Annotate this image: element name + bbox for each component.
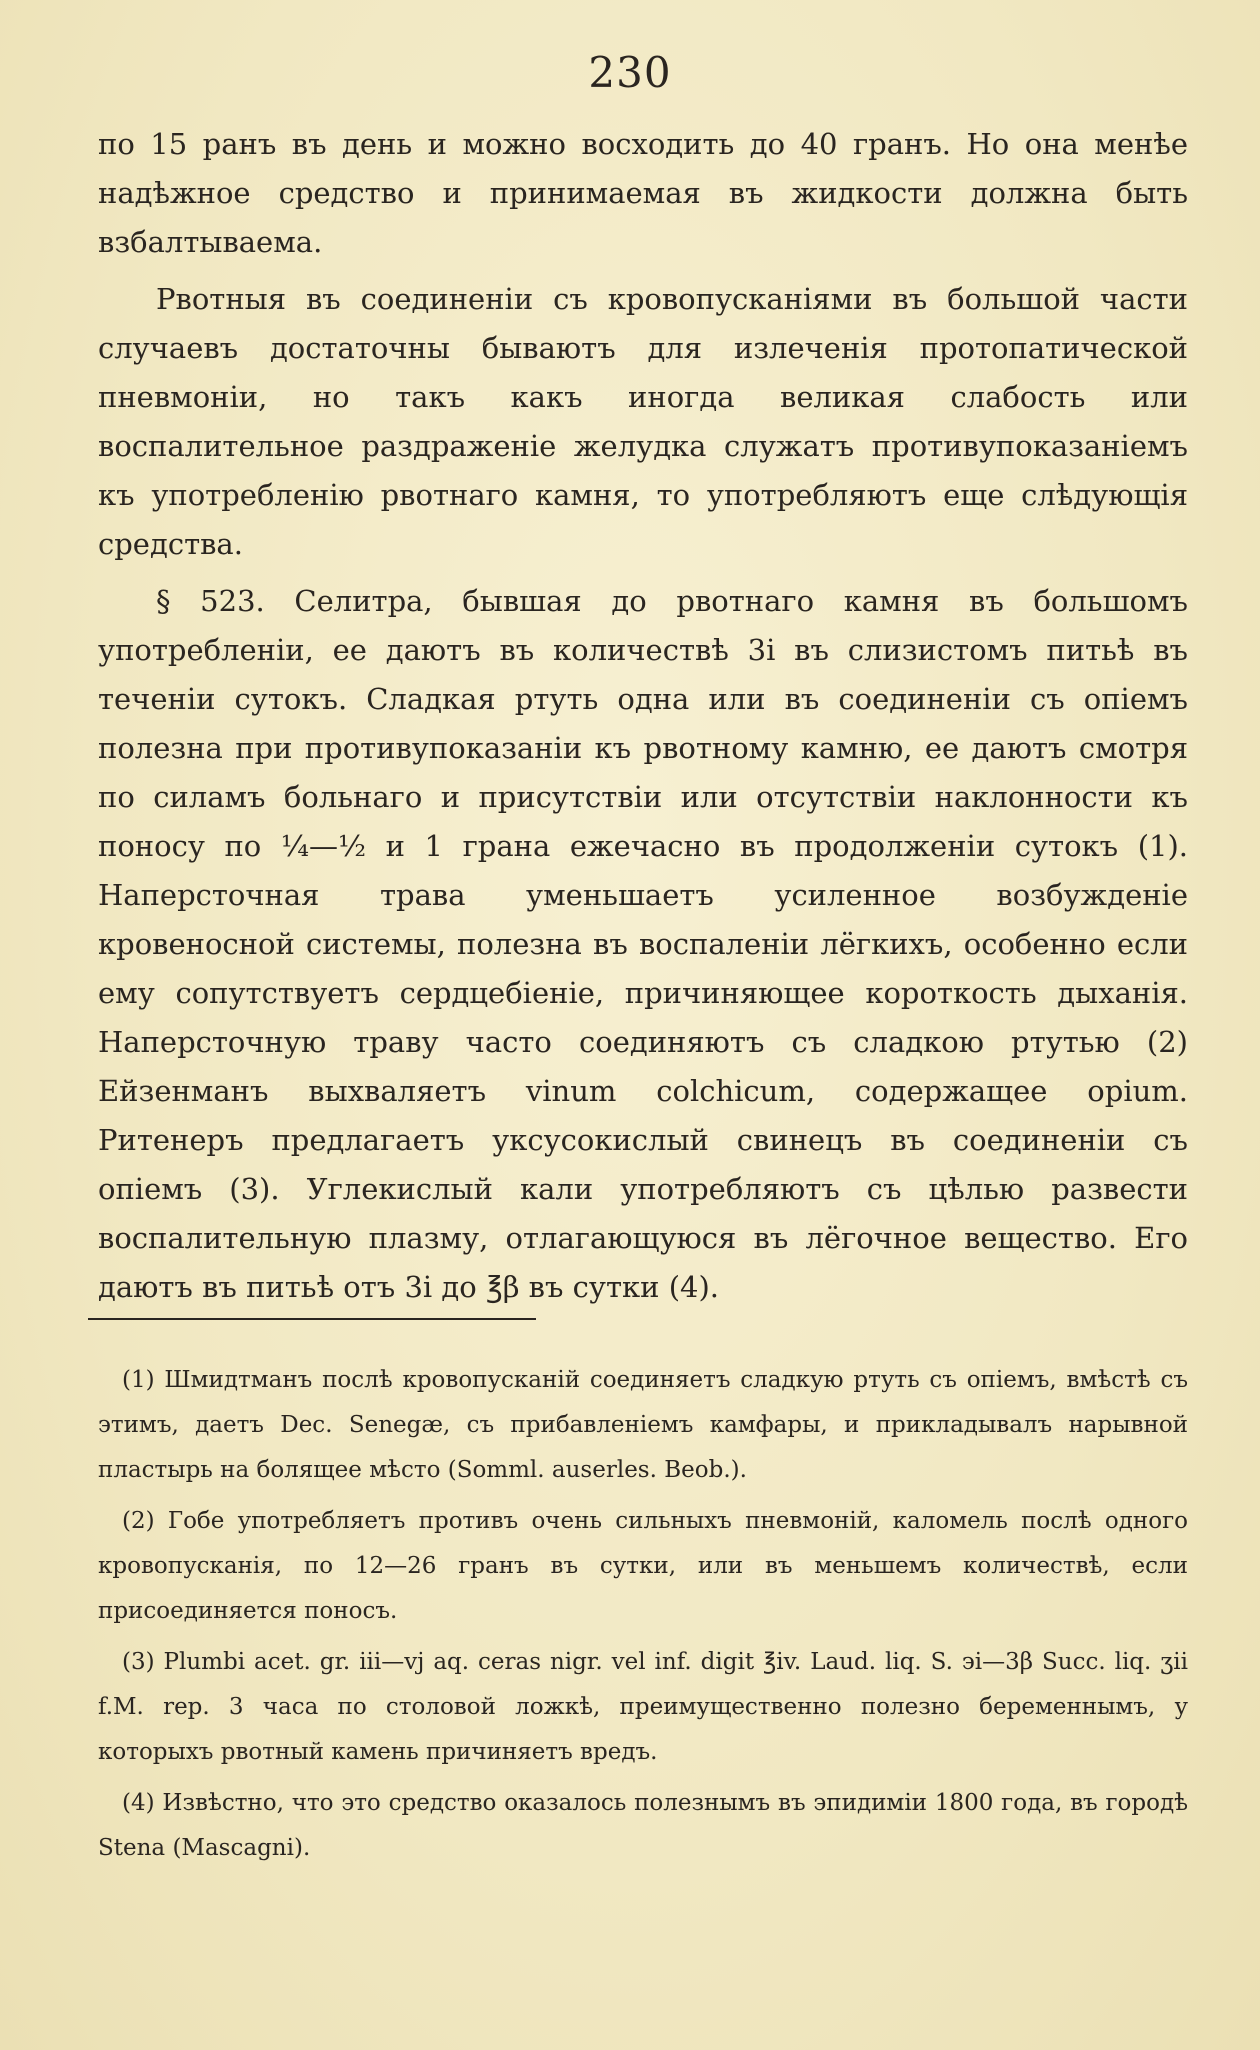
paragraph-3: § 523. Селитра, бывшая до рвотнаго камня въ большомъ употребленіи, ее даютъ въ количествѣ 3і въ слизистомъ питьѣ въ теченіи сутокъ. Сладкая ртуть одна или въ соединеніи съ опіемъ полезна при противупоказаніи къ рвотному камню, ее даютъ смотря по силамъ больнаго и присутствіи или отсутствіи наклонности къ поносу по ¼—½ и 1 грана ежечасно въ продолженіи сутокъ (1). Наперсточная трава уменьшаетъ усиленное возбужденіе кровеносной системы, полезна въ воспаленіи лёгкихъ, особенно если ему сопутствуетъ сердцебіеніе, причиняющее короткость дыханія. Наперсточную траву часто соединяютъ съ сладкою ртутью (2) Ейзенманъ выхваляетъ vinum colchicum, содержащее opium. Ритенеръ предлагаетъ уксусокислый свинецъ въ соединеніи съ опіемъ (3). Углекислый кали употребляютъ съ цѣлью развести воспалительную плазму, отлагающуюся въ лёгочное вещество. Его даютъ въ питьѣ отъ 3і до ℥β въ сутки (4). <box>98 584 1188 1304</box>
footnote-1: (1) Шмидтманъ послѣ кровопусканій соединяетъ сладкую ртуть съ опіемъ, вмѣстѣ съ этимъ, даетъ Dec. Senegæ, съ прибавленіемъ камфары, и прикладывалъ нарывной пластырь на болящее мѣсто (Somml. auserles. Beob.). <box>98 1367 1188 1483</box>
main-text <box>98 120 1188 1320</box>
footnote-2: (2) Гобе употребляетъ противъ очень сильныхъ пневмоній, каломель послѣ одного кровопусканія, по 12—26 гранъ въ сутки, или въ меньшемъ количествѣ, если присоединяется поносъ. <box>98 1508 1188 1624</box>
paragraph-1: по 15 ранъ въ день и можно восходить до 40 гранъ. Но она менѣе надѣжное средство и принимаемая въ жидкости должна быть взбалтываема. <box>98 127 1188 259</box>
page-number: 230 <box>588 48 672 97</box>
paragraph-2: Рвотныя въ соединеніи съ кровопусканіями въ большой части случаевъ достаточны бываютъ для излеченія протопатической пневмоніи, но такъ какъ иногда великая слабость или воспалительное раздраженіе желудка служатъ противупоказаніемъ къ употребленію рвотнаго камня, то употребляютъ еще слѣдующія средства. <box>98 282 1188 561</box>
footnote-4: (4) Извѣстно, что это средство оказалось полезнымъ въ эпидиміи 1800 года, въ городѣ Stena (Mascagni). <box>98 1790 1188 1861</box>
footnote-divider <box>88 1318 536 1320</box>
footnote-3: (3) Plumbi acet. gr. iii—vj aq. ceras nigr. vel inf. digit ℥iv. Laud. liq. S. эі—3β Succ. liq. ʒii f.M. rep. 3 часа по столовой ложкѣ, преимущественно полезно беременнымъ, у которыхъ рвотный камень причиняетъ вредъ. <box>98 1649 1188 1765</box>
footnotes <box>98 1358 1188 1877</box>
